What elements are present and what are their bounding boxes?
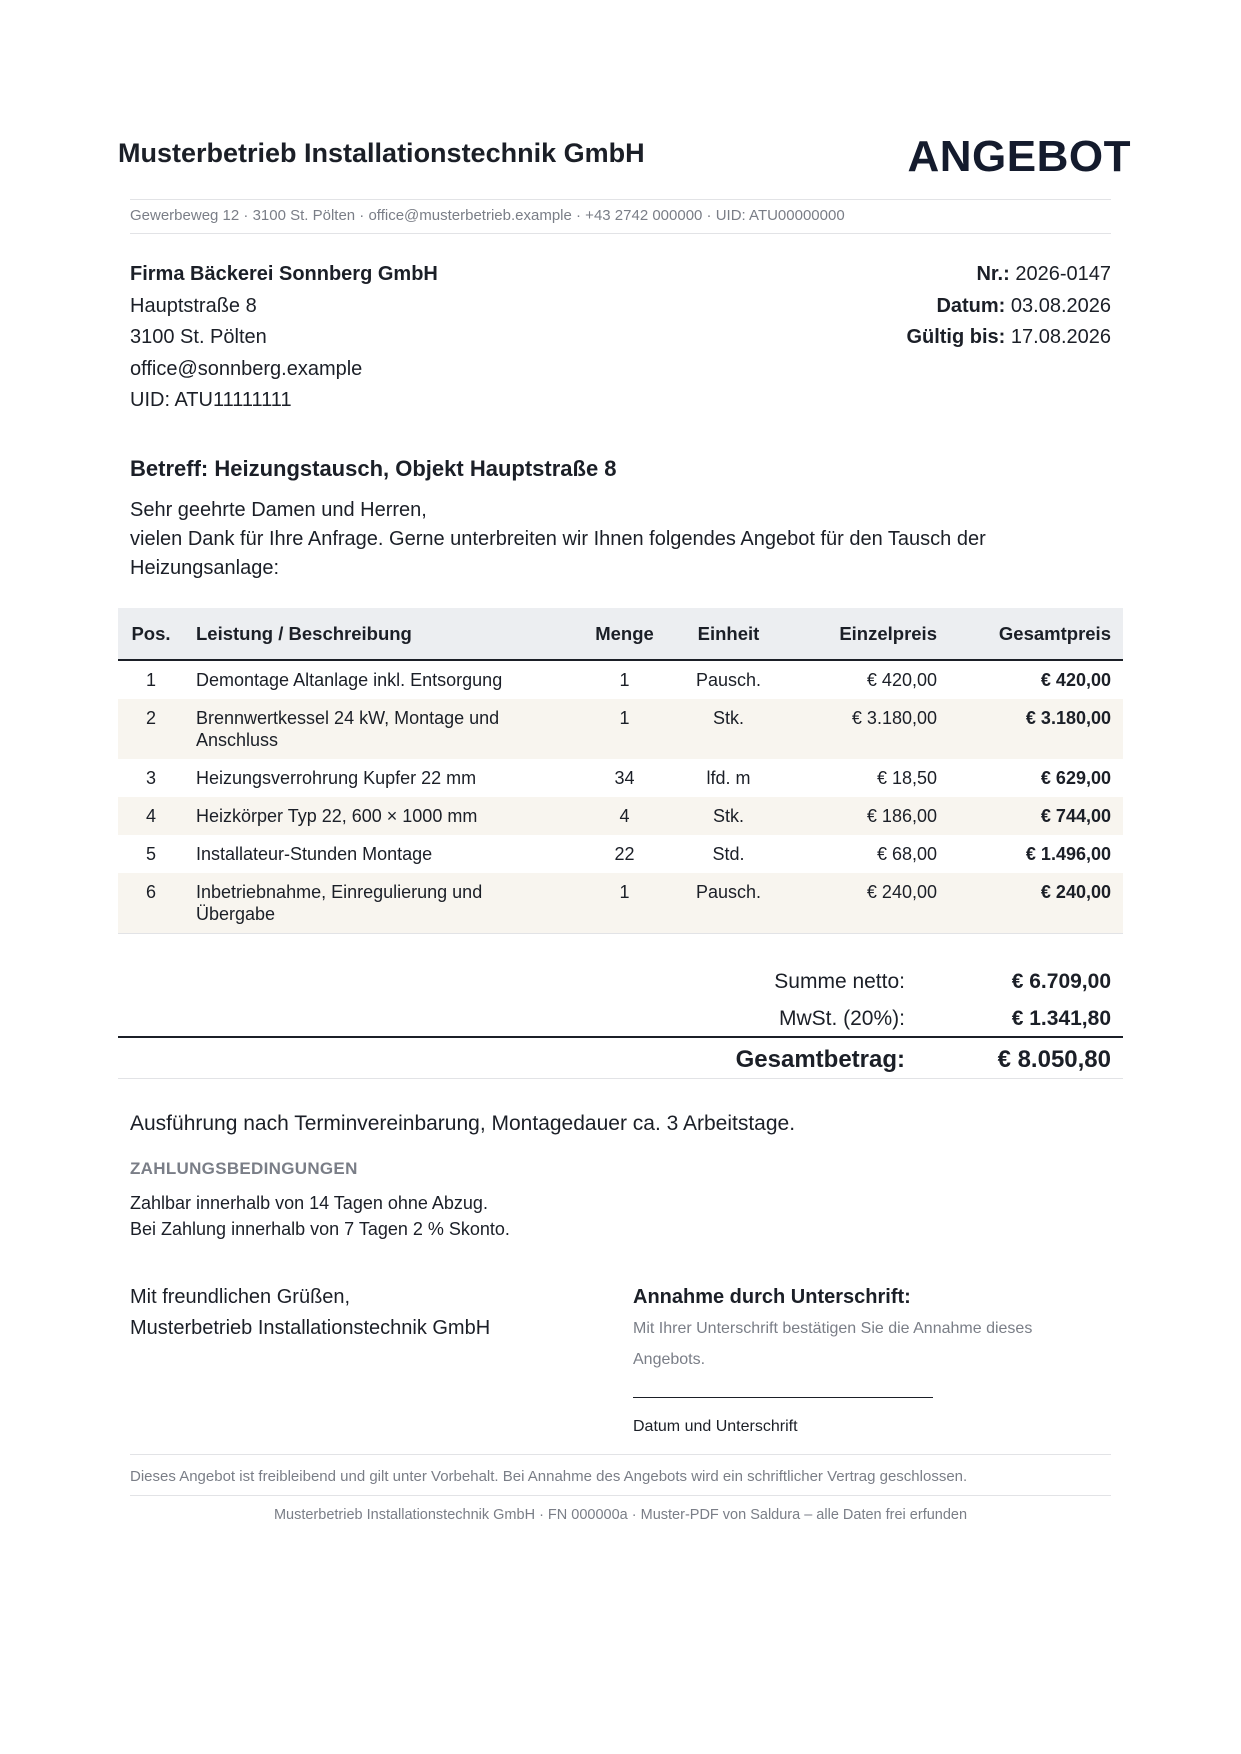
cell-unit: Pausch. xyxy=(695,670,762,690)
cell-description: Brennwertkessel 24 kW, Montage und Anschluss xyxy=(184,699,578,759)
cell-unit: Pausch. xyxy=(671,873,786,934)
cell-unit-price: € 186,00 xyxy=(786,797,949,835)
col-header-description: Leistung / Beschreibung xyxy=(184,608,578,660)
cell-unit: Stk. xyxy=(671,797,786,835)
cell-quantity: 4 xyxy=(578,797,671,835)
cell-unit-price: € 420,00 xyxy=(866,670,937,690)
cell-quantity: 1 xyxy=(578,873,671,934)
header-divider-top xyxy=(130,199,1111,200)
cell-pos: 6 xyxy=(118,873,184,934)
recipient-city: 3100 St. Pölten xyxy=(130,326,267,348)
cell-total: € 744,00 xyxy=(949,797,1123,835)
signature-description: Mit Ihrer Unterschrift bestätigen Sie die Annahme dieses Angebots. xyxy=(633,1320,1033,1368)
total-net-row xyxy=(118,962,1123,999)
payment-terms-line: Zahlbar innerhalb von 14 Tagen ohne Abzug. xyxy=(130,1193,488,1213)
items-table xyxy=(118,608,1123,934)
col-header-unit-price: Einzelpreis xyxy=(786,608,949,660)
cell-total: € 3.180,00 xyxy=(949,699,1123,759)
recipient-uid: UID: ATU11111111 xyxy=(130,389,292,411)
signature-block xyxy=(633,1282,1103,1436)
cell-description: Heizungsverrohrung Kupfer 22 mm xyxy=(196,768,477,788)
cell-total: € 420,00 xyxy=(1040,670,1111,690)
footer-divider-top xyxy=(130,1454,1111,1455)
letter-body xyxy=(130,496,1090,583)
cell-description: Heizkörper Typ 22, 600 × 1000 mm xyxy=(184,797,578,835)
cell-description: Demontage Altanlage inkl. Entsorgung xyxy=(196,670,503,690)
footer-imprint: Musterbetrieb Installationstechnik GmbH · FN 000000a · Muster-PDF von Saldura – alle Daten frei erfunden xyxy=(273,1507,968,1523)
letter-salutation: Sehr geehrte Damen und Herren, xyxy=(130,499,427,521)
total-grand-label: Gesamtbetrag: xyxy=(735,1046,905,1073)
cell-unit-price: € 68,00 xyxy=(876,844,937,864)
cell-unit-price: € 18,50 xyxy=(876,768,937,788)
payment-terms-line: Bei Zahlung innerhalb von 7 Tagen 2 % Skonto. xyxy=(130,1219,510,1239)
total-vat-label: MwSt. (20%): xyxy=(778,1007,905,1030)
offer-date-value: 03.08.2026 xyxy=(1010,294,1111,317)
col-header-pos: Pos. xyxy=(118,608,184,660)
cell-pos: 3 xyxy=(145,768,156,788)
closing-block xyxy=(130,1282,490,1344)
document-title: ANGEBOT xyxy=(907,132,1131,181)
cell-total: € 240,00 xyxy=(949,873,1123,934)
total-net-label: Summe netto: xyxy=(774,970,905,993)
cell-unit-price: € 240,00 xyxy=(786,873,949,934)
cell-unit: Stk. xyxy=(671,699,786,759)
table-row xyxy=(118,660,1123,699)
cell-quantity: 22 xyxy=(614,844,635,864)
table-row xyxy=(118,873,1123,934)
offer-date-label: Datum: xyxy=(936,294,1006,317)
company-name: Musterbetrieb Installationstechnik GmbH xyxy=(118,138,645,168)
cell-quantity: 34 xyxy=(614,768,635,788)
total-net-value: € 6.709,00 xyxy=(1011,970,1111,993)
cell-pos: 1 xyxy=(145,670,156,690)
letter-subject: Betreff: Heizungstausch, Objekt Hauptstraße 8 xyxy=(130,456,617,481)
recipient-street: Hauptstraße 8 xyxy=(130,294,257,317)
recipient-address xyxy=(130,259,438,417)
cell-pos: 2 xyxy=(118,699,184,759)
signature-caption: Datum und Unterschrift xyxy=(633,1418,798,1435)
cell-unit: Std. xyxy=(712,844,745,864)
cell-pos: 4 xyxy=(118,797,184,835)
col-header-total: Gesamtpreis xyxy=(949,608,1123,660)
cell-description: Installateur-Stunden Montage xyxy=(196,844,433,864)
offer-number xyxy=(906,259,1111,291)
payment-terms-heading: ZAHLUNGSBEDINGUNGEN xyxy=(130,1159,358,1178)
closing-greeting: Mit freundlichen Grüßen, xyxy=(130,1286,351,1308)
table-header-row xyxy=(118,608,1123,660)
execution-note: Ausführung nach Terminvereinbarung, Montagedauer ca. 3 Arbeitstage. xyxy=(130,1112,796,1135)
table-row xyxy=(118,835,1123,873)
footer-divider-bottom xyxy=(130,1495,1111,1496)
table-row xyxy=(118,759,1123,797)
offer-date xyxy=(906,291,1111,323)
cell-unit: lfd. m xyxy=(706,768,751,788)
document-meta xyxy=(906,259,1111,354)
total-vat-value: € 1.341,80 xyxy=(1011,1007,1111,1030)
cell-quantity: 1 xyxy=(578,699,671,759)
col-header-quantity: Menge xyxy=(578,608,671,660)
cell-quantity: 1 xyxy=(619,670,630,690)
header-divider-bottom xyxy=(130,233,1111,234)
closing-company: Musterbetrieb Installationstechnik GmbH xyxy=(130,1317,491,1339)
total-vat-row xyxy=(118,999,1123,1036)
totals-block xyxy=(118,962,1123,1079)
col-header-unit: Einheit xyxy=(671,608,786,660)
total-grand-value: € 8.050,80 xyxy=(997,1046,1111,1073)
signature-heading: Annahme durch Unterschrift: xyxy=(633,1286,911,1308)
offer-number-label: Nr.: xyxy=(976,263,1010,285)
payment-terms xyxy=(130,1190,510,1242)
cell-total: € 1.496,00 xyxy=(1025,844,1111,864)
recipient-name: Firma Bäckerei Sonnberg GmbH xyxy=(130,263,438,285)
offer-valid-value: 17.08.2026 xyxy=(1010,326,1111,348)
recipient-email: office@sonnberg.example xyxy=(130,357,363,380)
offer-valid-label: Gültig bis: xyxy=(906,326,1006,348)
letter-text: vielen Dank für Ihre Anfrage. Gerne unterbreiten wir Ihnen folgendes Angebot für den Tausch der Heizungsanlage: xyxy=(130,528,986,579)
cell-total: € 629,00 xyxy=(1040,768,1111,788)
signature-line xyxy=(633,1397,933,1398)
table-row xyxy=(118,699,1123,759)
company-contact-line: Gewerbeweg 12 · 3100 St. Pölten · office@musterbetrieb.example · +43 2742 000000 · UID: ATU00000000 xyxy=(130,207,845,224)
cell-description: Inbetriebnahme, Einregulierung und Übergabe xyxy=(184,873,578,934)
offer-valid-until xyxy=(906,322,1111,354)
table-row xyxy=(118,797,1123,835)
cell-unit-price: € 3.180,00 xyxy=(786,699,949,759)
cell-pos: 5 xyxy=(145,844,156,864)
disclaimer: Dieses Angebot ist freibleibend und gilt unter Vorbehalt. Bei Annahme des Angebots wird ein schriftlicher Vertrag geschlossen. xyxy=(130,1468,968,1485)
total-grand-row xyxy=(118,1036,1123,1079)
offer-number-value: 2026-0147 xyxy=(1015,263,1111,285)
